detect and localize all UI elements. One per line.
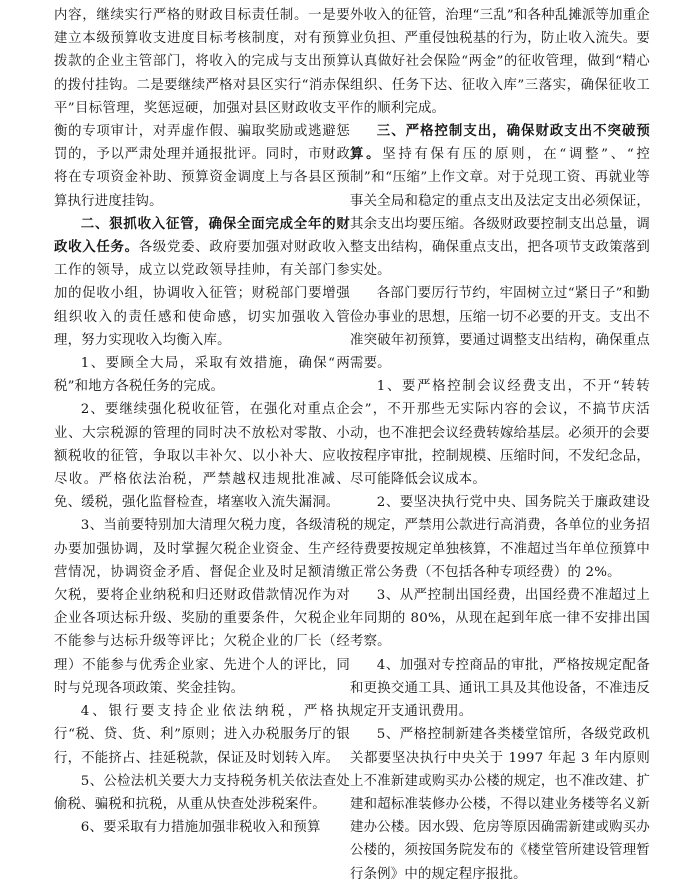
paragraph: 外收入的征管，治理“三乱”和各种乱摊派等加重企业负担、严重侵蚀税基的行为，防止收入流失。要认真做好社会保险“两金”的征收管理，做到“精心组织、任务下达、征收入库”三落实，确保征收工作的顺利完成。 [350, 8, 650, 116]
paragraph: 4、加强对专控商品的审批，严格按规定配备和更换交通工具、通讯工具及其他设备，不准违反规定开支通讯费用。 [350, 657, 650, 720]
section-heading: 二、狠抓收入征管，确保全面完成全年的财政收入任务。 [54, 215, 350, 256]
paragraph: 6、要采取有力措施加强非税收入和预算 [80, 820, 321, 836]
left-column [54, 4, 350, 839]
section-heading: 三、严格控制支出，确保财政支出不突破预算。 [350, 123, 650, 163]
paragraph: 1、要顾全大局，采取有效措施，确保“两税”和地方各税任务的完成。 [54, 356, 350, 395]
section-two-paragraph [54, 213, 350, 352]
paragraph: 内容，继续实行严格的财政目标责任制。一是要建立本级预算收支进度目标考核制度，对有预算拨款的企业主管部门，将收入的完成与支出预算的拨付挂钩。二是要继续严格对县区实行“消赤保平”目标管理，奖惩逗硬，加强对县区财政收支平衡的专项审计，对弄虚作假、骗取奖励或逃避惩罚的，予以严肃处理并通报批评。同时，市财政将在专项资金补助、预算资金调度上与各县区预算执行进度挂钩。 [54, 8, 350, 209]
paragraph: 2、要继续强化税收征管，在强化对重点企业、大宗税源的管理的同时决不放松对零散、小额税收的征管，争取以丰补欠、以小补大、应收尽收。严格依法治税，严禁越权违规批准减、免、缓税，强化监督检查，堵塞收入流失漏洞。 [54, 402, 350, 511]
section-three-paragraph [350, 120, 650, 282]
paragraph: 5、公检法机关要大力支持税务机关依法查处偷税、骗税和抗税，从重从快查处涉税案件。 [54, 773, 350, 812]
paragraph: 1、要严格控制会议经费支出，不开“转转会”，不开那些无实际内容的会议，不搞节庆活动，也不准把会议经费转嫁给基层。必须开的会要按程序审批，控制规模、压缩时间，不发纪念品，尽可能降低会议成本。 [350, 379, 650, 488]
paragraph: 2、要坚决执行党中央、国务院关于廉政建设的规定，严禁用公款进行高消费，各单位的业务招待费要按规定单独核算，不准超过当年单位预算中正常公务费（不包括各种专项经费）的 2%。 [350, 495, 650, 580]
paragraph: 3、从严控制出国经费，出国经费不准超过上年同期的 80%，从现在起到年底一律不安排出国考察。 [350, 588, 650, 650]
paragraph: 3、当前要特别加大清理欠税力度，各级清税办要加强协调，及时掌握欠税企业资金、生产经营情况，协调资金矛盾、督促企业及时足额清缴欠税，要将企业纳税和归还财政借款情况作为对企业各项达标升级、奖励的重要条件，欠税企业不能参与达标升级等评比；欠税企业的厂长（经理）不能参与优秀企业家、先进个人的评比，同时与兑现各项政策、奖金挂钩。 [54, 518, 350, 696]
paragraph: 4、银行要支持企业依法纳税，严格执行“税、贷、货、利”原则；进入办税服务厅的银行，不能挤占、挂延税款，保证及时划转入库。 [54, 704, 350, 766]
paragraph: 各部门要厉行节约，牢固树立过“紧日子”和勤俭办事业的思想，压缩一切不必要的开支。支出不准突破年初预算，要通过调整支出结构，确保重点需要。 [350, 286, 650, 372]
paragraph: 5、严格控制新建各类楼堂馆所，各级党政机关都要坚决执行中央关于 1997 年起 3 年内原则上不准新建或购买办公楼的规定，也不准改建、扩建和超标准装修办公楼，不得以建业务楼等名义新建办公楼。因水毁、危房等原因确需新建或购买办公楼的，须按国务院发布的《楼堂管所建设管理暂行条例》中的规定程序报批。 [350, 727, 650, 882]
paragraph-text: 各级党委、政府要加强对财政收入工作的领导，成立以党政领导挂帅，有关部门参加的促收小组，协调收入征管；财税部门要增强组织收入的责任感和使命感，切实加强收入管理，努力实现收入均衡入库。 [54, 240, 351, 348]
paragraph-text: 坚持有保有压的原则，在“调整”、“控制”和“压缩”上作文章。对于兑现工资、再就业等事关全局和稳定的重点支出及法定支出必须保证，其余支出均要压缩。各级财政要控制支出总量，调整支出结构，确保重点支出，把各项节支政策落到实处。 [350, 147, 650, 279]
right-column [350, 4, 650, 886]
